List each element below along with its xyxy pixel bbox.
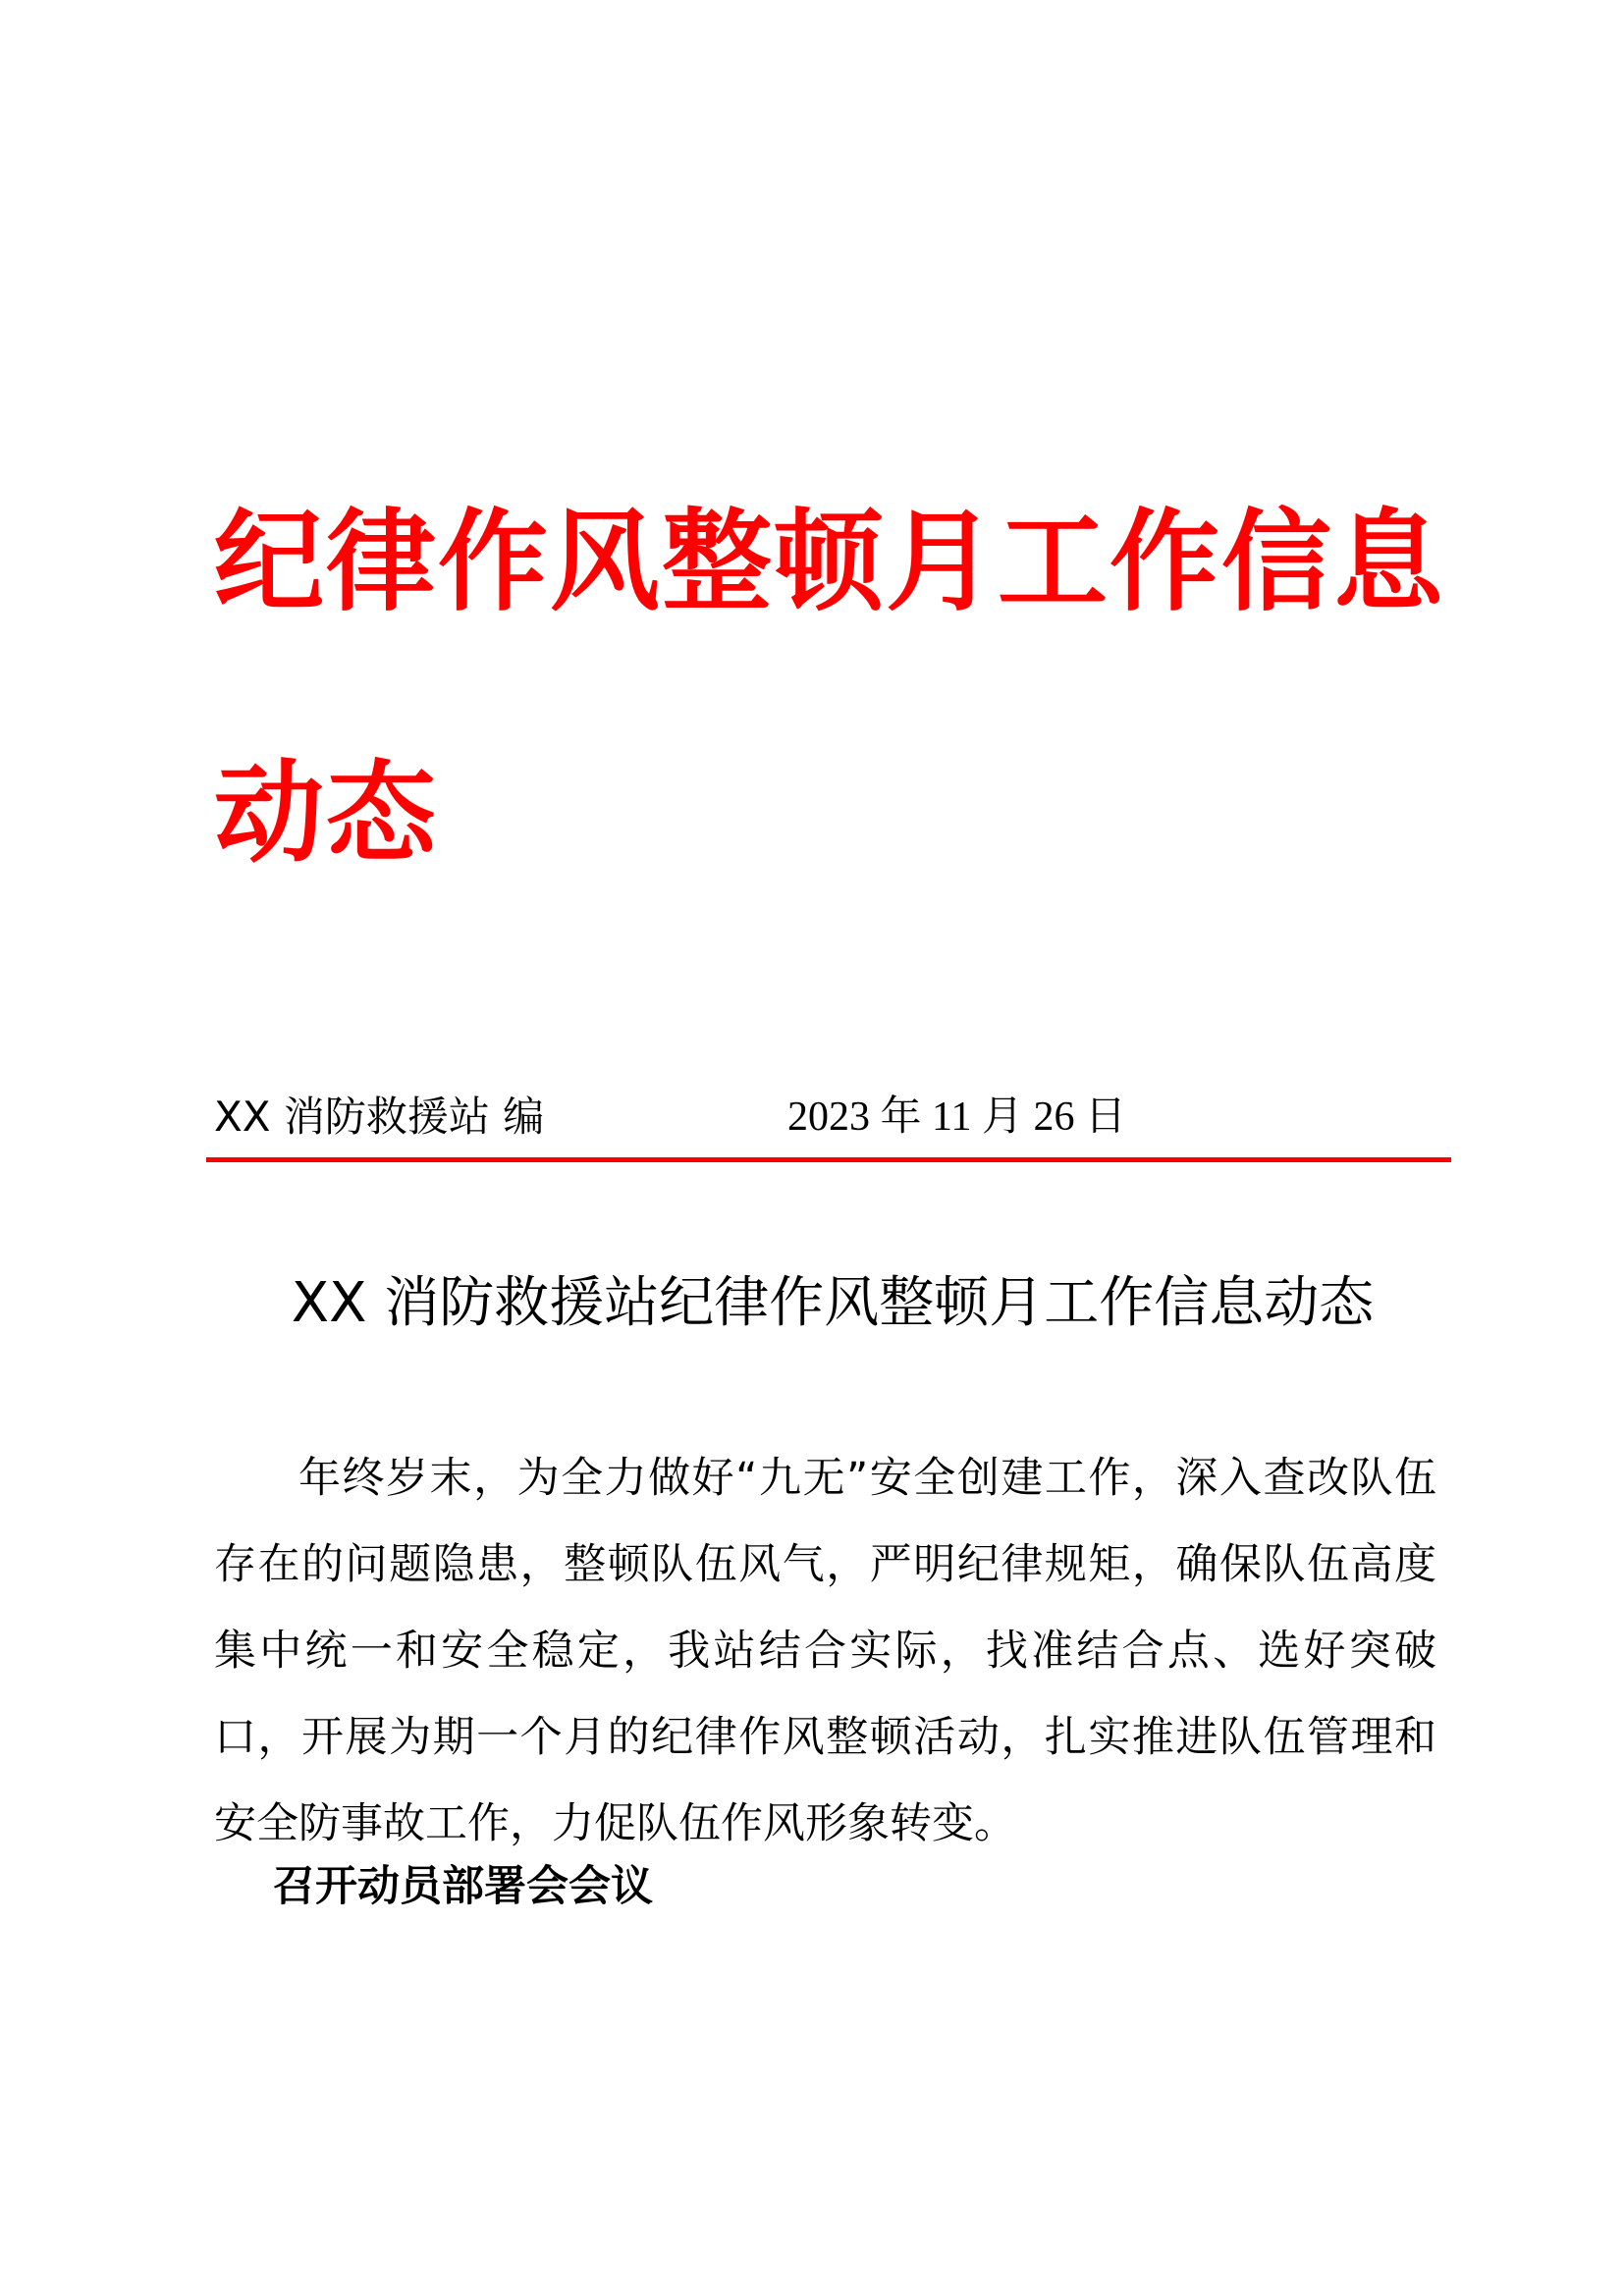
issue-date: 2023 年 11 月 26 日	[787, 1095, 1126, 1140]
publisher-label: XX 消防救援站 编	[214, 1093, 545, 1141]
section-heading: 召开动员部署会会议	[273, 1862, 653, 1911]
intro-paragraph: 年终岁末，为全力做好“九无”安全创建工作，深入查改队伍存在的问题隐患，整顿队伍风气，严明纪律规矩，确保队伍高度集中统一和安全稳定，我站结合实际，找准结合点、选好突破口，开展为期一个月的纪律作风整顿活动，扎实推进队伍管理和安全防事故工作，力促队伍作风形象转变。	[214, 1454, 1436, 1848]
red-divider-line	[206, 1157, 1451, 1162]
banner-title: 纪律作风整顿月工作信息动态	[214, 499, 1445, 878]
article-title: XX 消防救援站纪律作风整顿月工作信息动态	[291, 1271, 1375, 1335]
masthead	[214, 1088, 1451, 1147]
